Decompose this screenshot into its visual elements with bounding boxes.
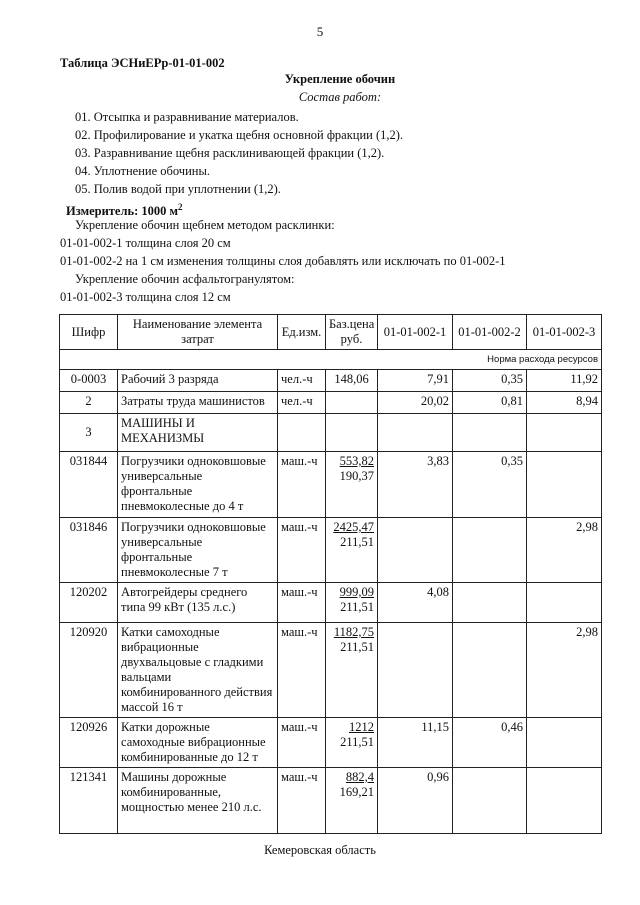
row-value-3 xyxy=(527,583,602,623)
work-item: 01. Отсыпка и разравнивание материалов. xyxy=(75,110,299,124)
row-unit: маш.-ч xyxy=(278,718,326,768)
resource-norms-table xyxy=(59,314,602,834)
row-value-2 xyxy=(453,768,527,834)
row-value-1: 11,15 xyxy=(378,718,453,768)
machine-row xyxy=(60,768,602,834)
header-unit: Ед.изм. xyxy=(278,315,326,350)
row-price: 1182,75 211,51 xyxy=(326,623,378,718)
row-value-3: 11,92 xyxy=(527,370,602,392)
table-header-row xyxy=(60,315,602,350)
row-code: 120920 xyxy=(60,623,118,718)
row-code: 031846 xyxy=(60,518,118,583)
row-unit: маш.-ч xyxy=(278,623,326,718)
mechanisms-header-row xyxy=(60,414,602,452)
header-base-price: Баз.цена руб. xyxy=(326,315,378,350)
row-price: 2425,47 211,51 xyxy=(326,518,378,583)
row-value-2 xyxy=(453,518,527,583)
work-item: 02. Профилирование и укатка щебня основной фракции (1,2). xyxy=(75,128,404,142)
norma-row xyxy=(60,350,602,370)
row-name: Катки дорожные самоходные вибрационные комбинированные до 12 т xyxy=(118,718,278,768)
section-title: Укрепление обочин щебнем методом расклинки: xyxy=(75,218,335,232)
row-price: 882,4 169,21 xyxy=(326,768,378,834)
section-title: Укрепление обочин асфальтогранулятом: xyxy=(75,272,295,286)
work-composition-subtitle: Состав работ: xyxy=(298,90,382,104)
row-name: Машины дорожные комбинированные, мощностью менее 210 л.с. xyxy=(118,768,278,834)
table-row xyxy=(60,370,602,392)
work-item: 03. Разравнивание щебня расклинивающей фракции (1,2). xyxy=(75,146,385,160)
machine-row xyxy=(60,583,602,623)
row-value-2: 0,81 xyxy=(453,392,527,414)
row-unit: маш.-ч xyxy=(278,768,326,834)
header-col2: 01-01-002-2 xyxy=(453,315,527,350)
machine-row xyxy=(60,452,602,518)
row-code: 031844 xyxy=(60,452,118,518)
page-number: 5 xyxy=(316,24,324,39)
header-code: Шифр xyxy=(60,315,118,350)
row-name: Катки самоходные вибрационные двухвальцовые с гладкими вальцами комбинированного действия массой 16 т xyxy=(118,623,278,718)
row-code: 2 xyxy=(60,392,118,414)
norma-label: Норма расхода ресурсов xyxy=(60,350,602,370)
row-value-2: 0,35 xyxy=(453,452,527,518)
row-value-3 xyxy=(527,452,602,518)
row-name: Затраты труда машинистов xyxy=(118,392,278,414)
row-value-3: 2,98 xyxy=(527,623,602,718)
row-value-3 xyxy=(527,768,602,834)
footer-region: Кемеровская область xyxy=(264,843,376,857)
row-value-3: 2,98 xyxy=(527,518,602,583)
row-value-2 xyxy=(453,583,527,623)
row-value-2: 0,46 xyxy=(453,718,527,768)
row-value-3 xyxy=(527,718,602,768)
row-value-1: 7,91 xyxy=(378,370,453,392)
row-price: 553,82 190,37 xyxy=(326,452,378,518)
row-unit: маш.-ч xyxy=(278,452,326,518)
table-name: Таблица ЭСНиЕРр-01-01-002 xyxy=(60,56,225,70)
row-code: 0-0003 xyxy=(60,370,118,392)
row-value-1: 3,83 xyxy=(378,452,453,518)
row-unit: маш.-ч xyxy=(278,518,326,583)
row-value-1 xyxy=(378,623,453,718)
row-unit: чел.-ч xyxy=(278,370,326,392)
row-code: 3 xyxy=(60,414,118,452)
row-price: 148,06 xyxy=(326,370,378,392)
machine-row xyxy=(60,518,602,583)
row-name: Погрузчики одноковшовые универсальные фронтальные пневмоколесные 7 т xyxy=(118,518,278,583)
row-value-1 xyxy=(378,518,453,583)
row-value-1: 20,02 xyxy=(378,392,453,414)
machine-row xyxy=(60,718,602,768)
document-title: Укрепление обочин xyxy=(284,72,396,86)
row-name: Автогрейдеры среднего типа 99 кВт (135 л.с.) xyxy=(118,583,278,623)
variant-line: 01-01-002-2 на 1 см изменения толщины слоя добавлять или исключать по 01-002-1 xyxy=(60,254,506,268)
work-item: 05. Полив водой при уплотнении (1,2). xyxy=(75,182,281,196)
row-code: 121341 xyxy=(60,768,118,834)
row-value-1: 0,96 xyxy=(378,768,453,834)
row-name: МАШИНЫ И МЕХАНИЗМЫ xyxy=(118,414,278,452)
variant-line: 01-01-002-1 толщина слоя 20 см xyxy=(60,236,231,250)
machine-row xyxy=(60,623,602,718)
header-col1: 01-01-002-1 xyxy=(378,315,453,350)
header-col3: 01-01-002-3 xyxy=(527,315,602,350)
row-name: Погрузчики одноковшовые универсальные фронтальные пневмоколесные до 4 т xyxy=(118,452,278,518)
row-price: 1212 211,51 xyxy=(326,718,378,768)
row-code: 120926 xyxy=(60,718,118,768)
row-value-2 xyxy=(453,623,527,718)
table-row xyxy=(60,392,602,414)
work-item: 04. Уплотнение обочины. xyxy=(75,164,210,178)
row-price: 999,09 211,51 xyxy=(326,583,378,623)
row-value-3: 8,94 xyxy=(527,392,602,414)
row-name: Рабочий 3 разряда xyxy=(118,370,278,392)
row-value-1: 4,08 xyxy=(378,583,453,623)
variant-line: 01-01-002-3 толщина слоя 12 см xyxy=(60,290,231,304)
row-unit: чел.-ч xyxy=(278,392,326,414)
row-code: 120202 xyxy=(60,583,118,623)
row-price xyxy=(326,392,378,414)
row-value-2: 0,35 xyxy=(453,370,527,392)
measure-unit: Измеритель: 1000 $м^2$ xyxy=(66,202,183,219)
header-name: Наименование элемента затрат xyxy=(118,315,278,350)
row-unit: маш.-ч xyxy=(278,583,326,623)
